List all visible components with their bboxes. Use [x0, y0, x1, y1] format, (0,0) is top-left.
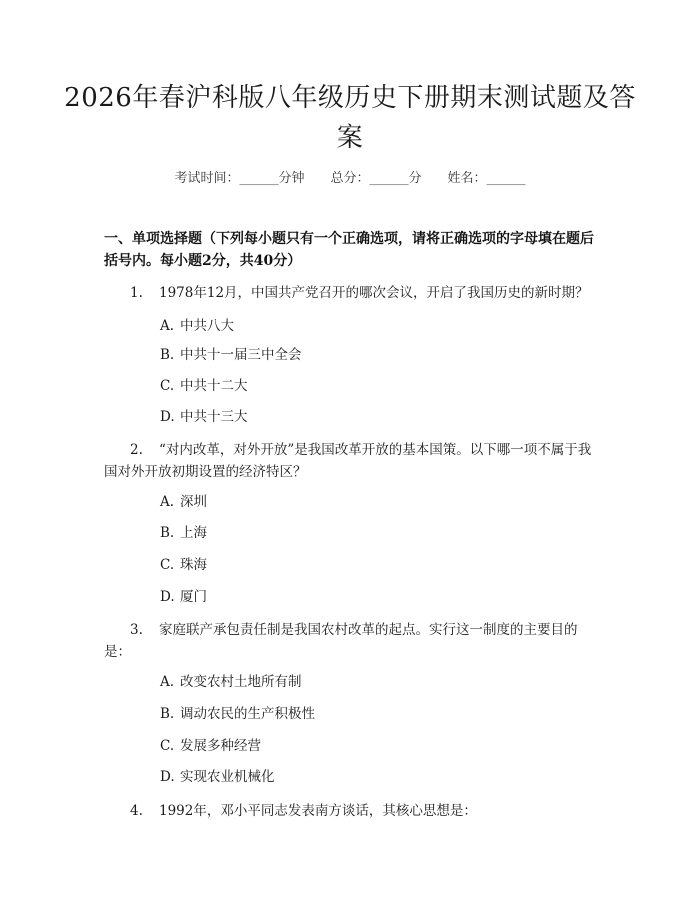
option-text: 珠海	[180, 557, 207, 573]
question-number: 4.	[130, 803, 143, 819]
option-text: 中共八大	[180, 318, 234, 334]
question-number: 3.	[130, 622, 143, 638]
option-letter: D.	[160, 409, 175, 425]
option-text: 厦门	[180, 589, 207, 605]
option-letter: C.	[160, 738, 175, 754]
option-text: 上海	[180, 525, 207, 541]
option-text: 中共十一届三中全会	[180, 347, 302, 363]
question-number: 2.	[130, 442, 143, 458]
option-letter: B.	[160, 525, 175, 541]
option-letter: D.	[160, 589, 175, 605]
option-text: 实现农业机械化	[180, 769, 275, 785]
question-number: 1.	[130, 285, 143, 301]
question-3	[104, 619, 604, 663]
option-text: 深圳	[180, 494, 207, 510]
question-3-option-b	[160, 704, 600, 724]
question-2-option-d	[160, 587, 600, 607]
question-2-option-c	[160, 555, 600, 575]
option-letter: B.	[160, 347, 175, 363]
option-letter: A.	[160, 674, 175, 690]
question-1-option-d	[160, 407, 600, 427]
student-name-field: 姓名：______	[447, 171, 526, 186]
question-2-option-a	[160, 492, 600, 512]
option-text: 中共十二大	[180, 378, 248, 394]
exam-meta-line	[0, 170, 700, 188]
question-4	[104, 800, 604, 822]
question-text: 1992年，邓小平同志发表南方谈话，其核心思想是：	[159, 803, 477, 819]
document-title: 2026年春沪科版八年级历史下册期末测试题及答案	[64, 83, 636, 153]
option-text: 改变农村土地所有制	[180, 674, 302, 690]
question-3-option-c	[160, 736, 600, 756]
total-score-field: 总分：______分	[330, 171, 422, 186]
option-letter: B.	[160, 706, 175, 722]
question-text: 1978年12月，中国共产党召开的哪次会议，开启了我国历史的新时期？	[159, 285, 589, 301]
question-1-option-c	[160, 376, 600, 396]
question-1-option-b	[160, 345, 600, 365]
option-text: 发展多种经营	[180, 738, 261, 754]
option-letter: A.	[160, 318, 175, 334]
question-2-option-b	[160, 523, 600, 543]
option-letter: C.	[160, 378, 175, 394]
question-text: 家庭联产承包责任制是我国农村改革的起点。实行这一制度的主要目的是：	[104, 622, 578, 660]
exam-time-field: 考试时间：______分钟	[174, 171, 305, 186]
question-text: “对内改革，对外开放”是我国改革开放的基本国策。以下哪一项不属于我国对外开放初期设置的经济特区？	[104, 442, 592, 480]
option-text: 调动农民的生产积极性	[180, 706, 315, 722]
option-letter: A.	[160, 494, 175, 510]
section-heading: 一、单项选择题（下列每小题只有一个正确选项，请将正确选项的字母填在题后括号内。每小题2分，共40分）	[104, 231, 594, 269]
option-letter: C.	[160, 557, 175, 573]
question-1	[104, 282, 604, 304]
question-2	[104, 439, 604, 483]
option-letter: D.	[160, 769, 175, 785]
question-3-option-d	[160, 767, 600, 787]
question-1-option-a	[160, 316, 600, 336]
question-3-option-a	[160, 672, 600, 692]
option-text: 中共十三大	[180, 409, 248, 425]
